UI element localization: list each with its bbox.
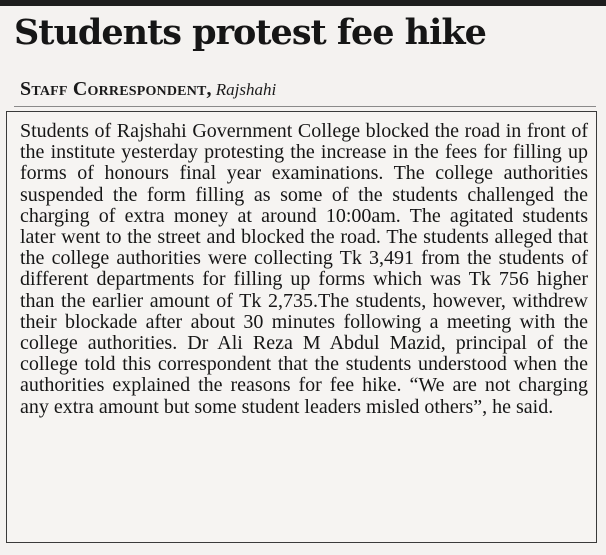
headline: Students protest fee hike [14,12,486,53]
byline-author: Staff Correspondent, [20,78,212,100]
byline-divider [14,106,596,107]
article-body: Students of Rajshahi Government College blocked the road in front of the institute yesterday protesting the increase in the fees for filling up forms of honours final year examinations. The college authorities suspended the form filling as some of the students challenged the charging of extra money at around 10:00am. The agitated students later went to the street and blocked the road. The students alleged that the college authorities were collecting Tk 3,491 from the students of different departments for filling up forms which was Tk 756 higher than the earlier amount of Tk 2,735.The students, however, withdrew their blockade after about 30 minutes following a meeting with the college authorities. Dr Ali Reza M Abdul Mazid, principal of the college told this correspondent that the students understood when the authorities explained the reasons for fee hike. “We are not charging any extra amount but some student leaders misled others”, he said. [20,120,588,418]
top-rule [0,0,606,6]
byline-location: Rajshahi [215,80,277,99]
byline [20,78,276,101]
